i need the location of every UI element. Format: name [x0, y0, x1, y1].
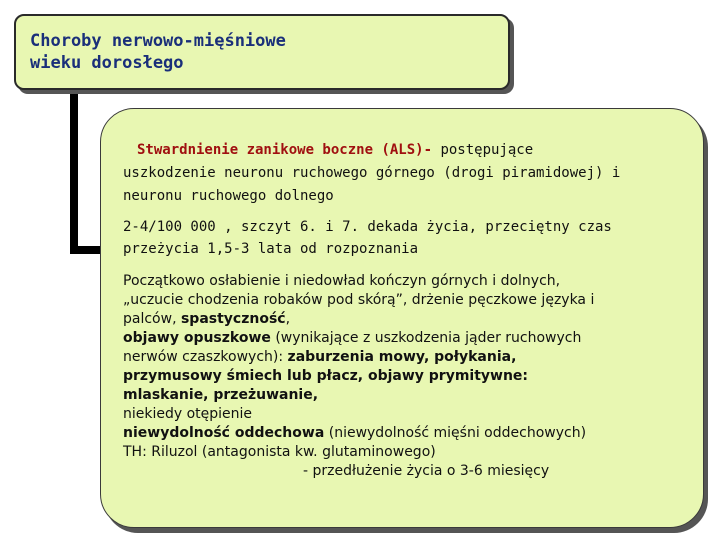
- title-box: [14, 14, 510, 90]
- als-line-1: [123, 139, 681, 162]
- symptoms-line-9: [123, 424, 681, 443]
- symptoms-line-3: [123, 310, 681, 329]
- symptoms-line-3a: palców,: [123, 311, 181, 327]
- symptoms-line-5a: nerwów czaszkowych):: [123, 349, 288, 365]
- spasticity-text: spastyczność: [180, 311, 286, 327]
- symptoms-paragraph: [123, 272, 681, 481]
- epidemiology-line-2: przeżycia 1,5-3 lata od rozpoznania: [123, 241, 419, 257]
- symptoms-line-8: niekiedy otępienie: [123, 406, 253, 422]
- treatment-effect-line: - przedłużenie życia o 3-6 miesięcy: [303, 463, 550, 479]
- als-name: Stwardnienie zanikowe boczne (ALS)-: [137, 142, 433, 158]
- connector-vertical: [70, 92, 78, 252]
- epidemiology-line-1: 2-4/100 000 , szczyt 6. i 7. dekada życia, przeciętny czas: [123, 219, 612, 235]
- epidemiology-paragraph: [123, 216, 681, 260]
- symptoms-line-3c: ,: [285, 311, 291, 327]
- als-line-3: neuronu ruchowego dolnego: [123, 188, 334, 204]
- als-desc-1: postępujące: [432, 142, 534, 158]
- content-box: [100, 108, 704, 528]
- symptoms-line-9b: (niewydolność mięśni oddechowych): [324, 425, 587, 441]
- als-paragraph: [123, 139, 681, 208]
- title-line-1: Choroby nerwowo-mięśniowe: [30, 31, 286, 51]
- symptoms-line-5: [123, 348, 681, 367]
- als-line-2: uszkodzenie neuronu ruchowego górnego (drogi piramidowej) i: [123, 165, 621, 181]
- respiratory-failure-text: niewydolność oddechowa: [123, 425, 325, 441]
- symptoms-line-6: przymusowy śmiech lub płacz, objawy prymitywne:: [123, 368, 529, 384]
- speech-swallow-text: zaburzenia mowy, połykania,: [287, 349, 517, 365]
- symptoms-line-1: Początkowo osłabienie i niedowład kończyn górnych i dolnych,: [123, 273, 561, 289]
- treatment-line: TH: Riluzol (antagonista kw. glutaminowego): [123, 444, 436, 460]
- symptoms-line-7: mlaskanie, przeżuwanie,: [123, 387, 319, 403]
- symptoms-line-4: [123, 329, 681, 348]
- connector-horizontal: [70, 246, 104, 254]
- bulbar-symptoms-text: objawy opuszkowe: [123, 330, 271, 346]
- symptoms-line-4b: (wynikające z uszkodzenia jąder ruchowych: [270, 330, 582, 346]
- title-line-2: wieku dorosłego: [30, 53, 184, 73]
- symptoms-line-2: „uczucie chodzenia robaków pod skórą”, drżenie pęczkowe języka i: [123, 292, 595, 308]
